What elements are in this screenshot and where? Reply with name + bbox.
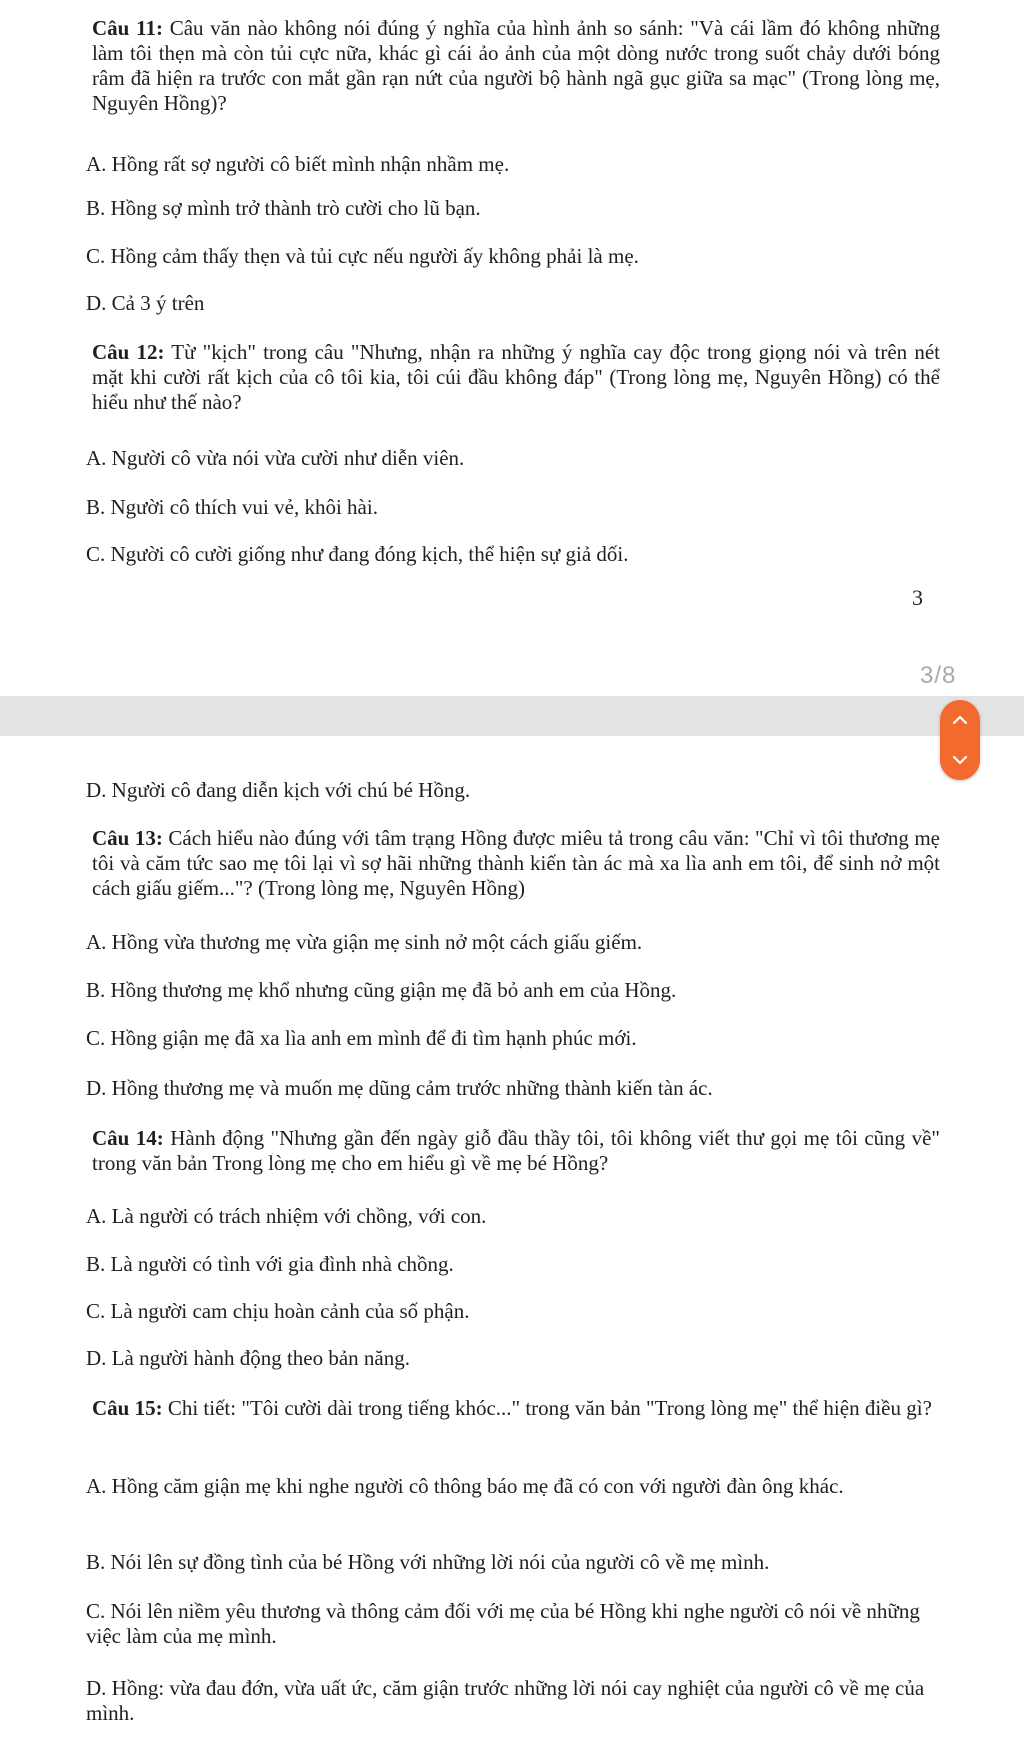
question-13-number: Câu 13: <box>92 826 163 850</box>
question-14-option-c: C. Là người cam chịu hoàn cảnh của số phận. <box>86 1299 470 1323</box>
question-12-option-c: C. Người cô cười giống như đang đóng kịch, thể hiện sự giả dối. <box>86 542 629 566</box>
question-11-number: Câu 11: <box>92 16 163 40</box>
previous-page-button[interactable] <box>940 700 980 740</box>
question-11-option-a: A. Hồng rất sợ người cô biết mình nhận nhầm mẹ. <box>86 152 510 176</box>
question-11-option-c: C. Hồng cảm thấy thẹn và tủi cực nếu người ấy không phải là mẹ. <box>86 244 639 268</box>
question-14-option-a: A. Là người có trách nhiệm với chồng, với con. <box>86 1204 487 1228</box>
page-3 <box>0 0 1024 696</box>
question-14-text: Hành động "Nhưng gần đến ngày giỗ đầu thầy tôi, tôi không viết thư gọi mẹ tôi cũng về" trong văn bản Trong lòng mẹ cho em hiểu gì về mẹ bé Hồng? <box>92 1126 941 1175</box>
question-13-option-c: C. Hồng giận mẹ đã xa lìa anh em mình để đi tìm hạnh phúc mới. <box>86 1026 637 1050</box>
page-separator <box>0 696 1024 736</box>
page-4 <box>0 736 1024 1746</box>
question-12-text: Từ "kịch" trong câu "Nhưng, nhận ra những ý nghĩa cay độc trong giọng nói và trên nét mặt khi cười rất kịch của cô tôi kia, tôi cúi đầu không đáp" (Trong lòng mẹ, Nguyên Hồng) có thể hiểu như thế nào? <box>92 340 940 414</box>
question-11-stem <box>92 16 940 116</box>
question-14-stem <box>92 1126 940 1176</box>
question-15-text: Chi tiết: "Tôi cười dài trong tiếng khóc..." trong văn bản "Trong lòng mẹ" thể hiện điều gì? <box>162 1396 932 1420</box>
question-15-option-a: A. Hồng căm giận mẹ khi nghe người cô thông báo mẹ đã có con với người đàn ông khác. <box>86 1474 844 1498</box>
question-11-option-d: D. Cả 3 ý trên <box>86 291 205 315</box>
page-counter: 3/8 <box>920 662 957 689</box>
question-14-number: Câu 14: <box>92 1126 164 1150</box>
question-12-option-b: B. Người cô thích vui vẻ, khôi hài. <box>86 495 378 519</box>
question-11-text: Câu văn nào không nói đúng ý nghĩa của hình ảnh so sánh: "Và cái lầm đó không những làm tôi thẹn mà còn tủi cực nữa, khác gì cái ảo ảnh của một dòng nước trong suốt chảy dưới bóng râm đã hiện ra trước con mắt gần rạn nứt của người bộ hành ngã gục giữa sa mạc" (Trong lòng mẹ, Nguyên Hồng)? <box>92 16 940 115</box>
question-12-number: Câu 12: <box>92 340 165 364</box>
question-14-option-d: D. Là người hành động theo bản năng. <box>86 1346 411 1370</box>
question-15-stem <box>92 1396 940 1421</box>
question-13-option-d: D. Hồng thương mẹ và muốn mẹ dũng cảm trước những thành kiến tàn ác. <box>86 1076 713 1100</box>
chevron-up-icon <box>951 714 969 726</box>
question-11-option-b: B. Hồng sợ mình trở thành trò cười cho lũ bạn. <box>86 196 481 220</box>
question-12-option-d: D. Người cô đang diễn kịch với chú bé Hồng. <box>86 778 471 802</box>
question-12-option-a: A. Người cô vừa nói vừa cười như diễn viên. <box>86 446 465 470</box>
question-13-option-a: A. Hồng vừa thương mẹ vừa giận mẹ sinh nở một cách giấu giếm. <box>86 930 643 954</box>
next-page-button[interactable] <box>940 740 980 780</box>
question-13-option-b: B. Hồng thương mẹ khổ nhưng cũng giận mẹ đã bỏ anh em của Hồng. <box>86 978 677 1002</box>
question-15-option-c: C. Nói lên niềm yêu thương và thông cảm đối với mẹ của bé Hồng khi nghe người cô nói về những việc làm của mẹ mình. <box>86 1599 920 1648</box>
question-15-number: Câu 15: <box>92 1396 163 1420</box>
question-14-option-b: B. Là người có tình với gia đình nhà chồng. <box>86 1252 454 1276</box>
question-13-stem <box>92 826 940 901</box>
question-15-option-d: D. Hồng: vừa đau đớn, vừa uất ức, căm giận trước những lời nói cay nghiệt của người cô về mẹ của mình. <box>86 1676 925 1725</box>
question-15-option-b: B. Nói lên sự đồng tình của bé Hồng với những lời nói của người cô về mẹ mình. <box>86 1550 770 1574</box>
chevron-down-icon <box>951 754 969 766</box>
question-13-text: Cách hiểu nào đúng với tâm trạng Hồng được miêu tả trong câu văn: "Chỉ vì tôi thương mẹ tôi và căm tức sao mẹ tôi lại vì sợ hãi những thành kiến tàn ác mà xa lìa anh em tôi, để sinh nở một cách giấu giếm..."? (Trong lòng mẹ, Nguyên Hồng) <box>92 826 940 900</box>
page-navigation <box>940 700 980 780</box>
page-number: 3 <box>912 585 923 610</box>
question-12-stem <box>92 340 940 415</box>
